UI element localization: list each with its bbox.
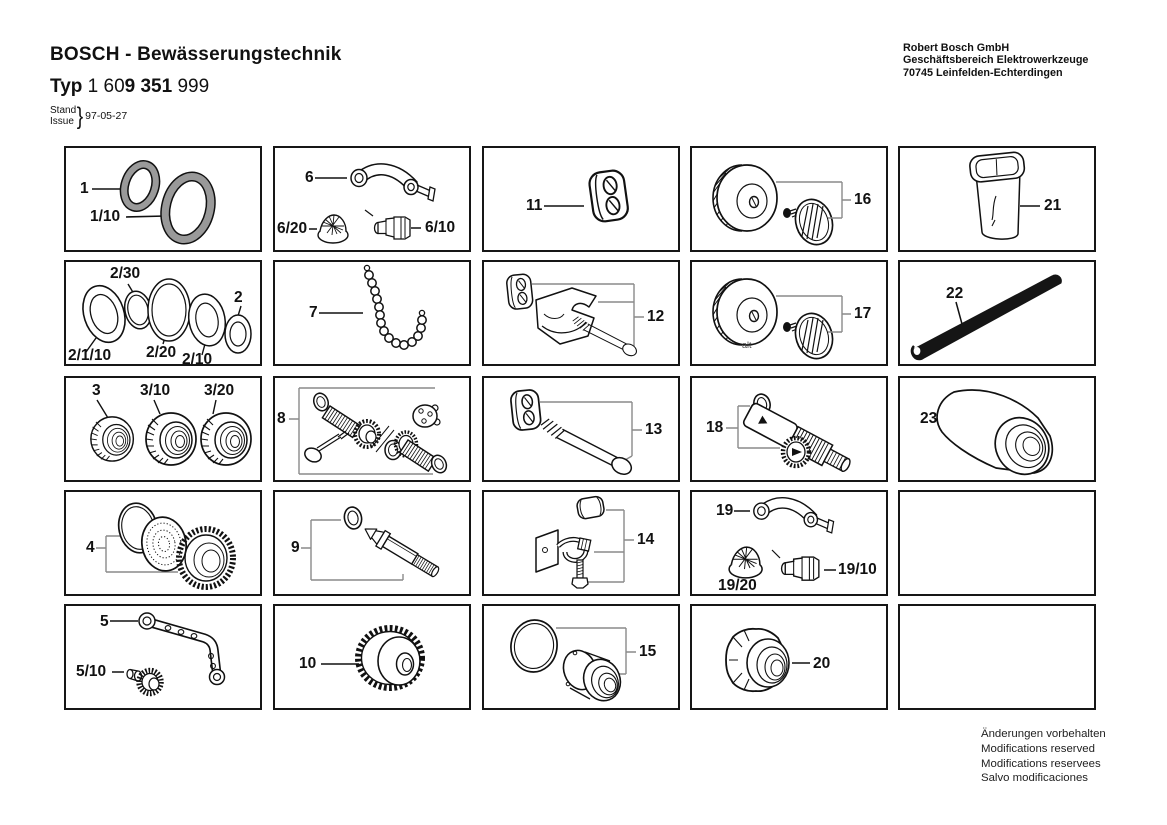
o-ring-small-drawing xyxy=(119,160,161,211)
parts-cell-r2c3 xyxy=(482,260,680,366)
part-label: 1/10 xyxy=(90,208,121,225)
o-rings-drawing xyxy=(66,148,260,250)
part-label: 4 xyxy=(86,539,95,556)
swivel-arm-drawing xyxy=(754,498,834,533)
part-label: 2/20 xyxy=(146,344,177,361)
parts-cell-r3c3 xyxy=(482,376,680,482)
parts-cell-r4c5-empty xyxy=(898,490,1096,596)
part-label: 2/30 xyxy=(110,265,141,282)
knurled-cap-drawing xyxy=(91,417,134,461)
parts-cell-r2c2 xyxy=(273,260,471,366)
washer-drawing xyxy=(76,280,132,348)
screw-drawing xyxy=(541,419,634,477)
part-label: 20 xyxy=(813,655,831,672)
part-label: 15 xyxy=(639,643,657,660)
knurled-cap-drawing xyxy=(201,413,251,465)
swivel-arm-drawing xyxy=(351,164,435,201)
type-number-line xyxy=(50,76,209,98)
washer-small-drawing xyxy=(225,315,251,353)
part-label: 21 xyxy=(1044,197,1062,214)
scalloped-nut-drawing xyxy=(692,606,886,708)
parts-cell-r5c2 xyxy=(273,604,471,710)
modifications-notice xyxy=(981,727,1106,786)
spray-wheel-drawing xyxy=(713,165,851,249)
alt-note-label: alt xyxy=(742,340,752,350)
part-label: 7 xyxy=(309,304,318,321)
parts-cell-r3c4 xyxy=(690,376,888,482)
parts-cell-r3c5 xyxy=(898,376,1096,482)
parts-cell-r5c1 xyxy=(64,604,262,710)
parts-cell-r1c3 xyxy=(482,146,680,252)
part-label: 2 xyxy=(234,289,243,306)
type-label: Typ xyxy=(50,76,83,97)
cap-drawing xyxy=(576,495,605,519)
notice-fr: Modifications reservees xyxy=(981,757,1101,770)
page-title: BOSCH - Bewässerungstechnik xyxy=(50,44,342,65)
part-label: 6/20 xyxy=(277,220,308,237)
part-label: 19 xyxy=(716,502,734,519)
part-label: 10 xyxy=(299,655,317,672)
revision-brace: } xyxy=(76,102,84,130)
parts-cell-r4c4 xyxy=(690,490,888,596)
knurled-ring-drawing xyxy=(179,529,233,587)
revision-date: 97-05-27 xyxy=(85,109,128,122)
company-division: Geschäftsbereich Elektrowerkzeuge xyxy=(903,54,1089,67)
spray-wheel-drawing xyxy=(713,279,851,363)
notice-de: Änderungen vorbehalten xyxy=(981,728,1106,740)
parts-cell-r3c1 xyxy=(64,376,262,482)
notice-es: Salvo modificaciones xyxy=(981,772,1088,785)
bolt-drawing xyxy=(572,560,588,588)
part-label: 22 xyxy=(946,285,964,302)
type-number-suffix: 999 xyxy=(172,76,210,97)
star-cap-drawing xyxy=(413,405,440,427)
revision-stand-label: Stand xyxy=(50,105,77,116)
part-label: 1 xyxy=(80,180,89,197)
part-label: 19/20 xyxy=(718,577,757,594)
connector-drawing xyxy=(127,670,161,694)
part-label: 2/10 xyxy=(182,351,213,368)
parts-cell-r5c5-empty xyxy=(898,604,1096,710)
parts-cell-r5c4 xyxy=(690,604,888,710)
part-label: 3/10 xyxy=(140,382,171,399)
part-label: 6/10 xyxy=(425,219,456,236)
revision-block xyxy=(50,102,128,130)
company-name: Robert Bosch GmbH xyxy=(903,42,1010,54)
ring-large-drawing xyxy=(148,279,190,341)
parts-cell-r1c5 xyxy=(898,146,1096,252)
strainer-drawing xyxy=(318,215,348,243)
filter-set-drawing xyxy=(66,492,260,594)
parts-cell-r4c1 xyxy=(64,490,262,596)
parts-cell-r1c4 xyxy=(690,146,888,252)
pipe-drawing xyxy=(275,492,469,594)
parts-cell-r1c1 xyxy=(64,146,262,252)
part-label: 17 xyxy=(854,305,872,322)
washer-drawing xyxy=(185,291,229,348)
bag-drawing xyxy=(900,148,1094,250)
part-label: 18 xyxy=(706,419,724,436)
coupling-assembly-drawing xyxy=(275,378,469,480)
part-label: 16 xyxy=(854,191,872,208)
part-label: 5 xyxy=(100,613,109,630)
tube-drawing xyxy=(900,262,1094,364)
part-label: 9 xyxy=(291,539,300,556)
nozzle-drawing xyxy=(782,557,819,580)
revision-issue-label: Issue xyxy=(50,116,74,127)
parts-cell-r1c2 xyxy=(273,146,471,252)
parts-cell-r3c2 xyxy=(273,376,471,482)
notice-en: Modifications reserved xyxy=(981,742,1095,755)
part-label: 11 xyxy=(526,197,543,214)
part-label: 12 xyxy=(647,308,665,325)
company-city: 70745 Leinfelden-Echterdingen xyxy=(903,66,1063,79)
part-label: 14 xyxy=(637,531,655,548)
parts-cell-r5c3 xyxy=(482,604,680,710)
ball-chain-drawing xyxy=(275,262,469,364)
part-label: 8 xyxy=(277,410,286,427)
clamp-drawing xyxy=(536,288,596,344)
nozzle-drawing xyxy=(375,217,411,239)
parts-cell-r2c5 xyxy=(898,260,1096,366)
lever-arm-drawing xyxy=(66,606,260,708)
bushing-drawing xyxy=(558,646,626,706)
part-label: 5/10 xyxy=(76,663,107,680)
part-label: 23 xyxy=(920,410,938,427)
grommet-drawing xyxy=(510,389,542,431)
part-label: 19/10 xyxy=(838,561,877,578)
part-label: 3 xyxy=(92,382,101,399)
parts-cell-r4c2 xyxy=(273,490,471,596)
o-ring-large-drawing xyxy=(159,172,217,245)
type-number-prefix: 1 60 xyxy=(87,76,125,97)
parts-cell-r4c3 xyxy=(482,490,680,596)
grommet-drawing xyxy=(588,169,629,223)
part-label: 13 xyxy=(645,421,663,438)
parts-cell-r2c4 xyxy=(690,260,888,366)
part-label: 3/20 xyxy=(204,382,235,399)
type-number-bold: 9 351 xyxy=(124,76,173,97)
grommet-drawing xyxy=(506,273,533,309)
part-label: 2/1/10 xyxy=(68,347,112,364)
part-label: 6 xyxy=(305,169,314,186)
knurled-cap-drawing xyxy=(146,413,196,465)
parts-cell-r2c1 xyxy=(64,260,262,366)
cone-cover-drawing xyxy=(900,378,1094,480)
strainer-drawing xyxy=(729,547,762,578)
company-address xyxy=(903,42,1088,79)
